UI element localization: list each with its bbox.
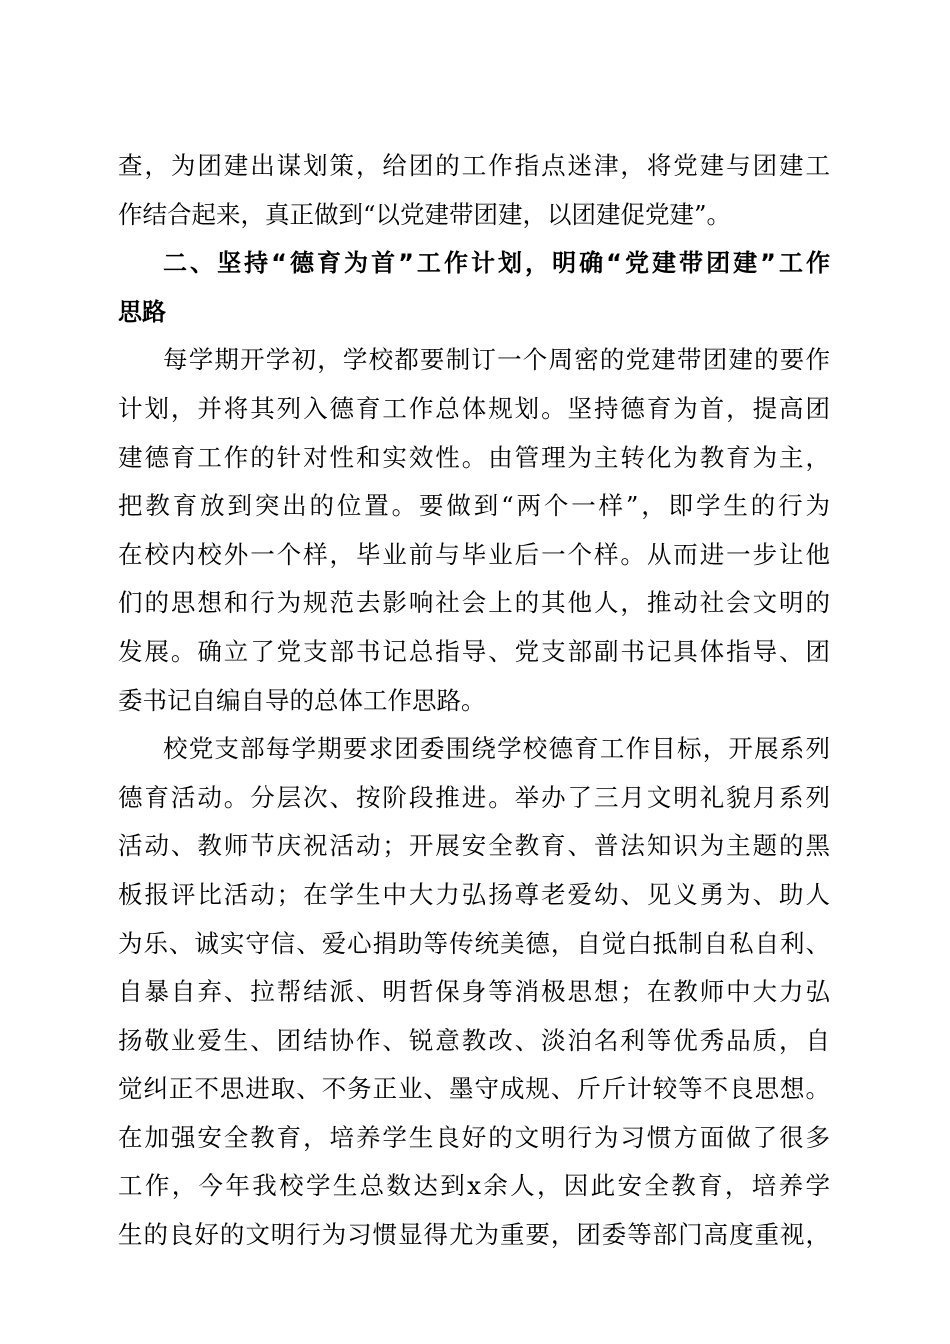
paragraph-line: 扬敬业爱生、团结协作、锐意教改、淡泊名利等优秀品质，自	[118, 1025, 830, 1055]
paragraph-line: 校党支部每学期要求团委围绕学校德育工作目标，开展系列	[163, 734, 830, 764]
document-body	[118, 142, 830, 1260]
paragraph-line: 工作，今年我校学生总数达到x余人，因此安全教育，培养学	[118, 1171, 830, 1201]
paragraph-line: 每学期开学初，学校都要制订一个周密的党建带团建的要作	[163, 345, 830, 375]
paragraph-line: 建德育工作的针对性和实效性。由管理为主转化为教育为主，	[118, 442, 830, 472]
paragraph-line: 计划，并将其列入德育工作总体规划。坚持德育为首，提高团	[118, 393, 830, 423]
paragraph-line: 德育活动。分层次、按阶段推进。举办了三月文明礼貌月系列	[118, 782, 830, 812]
paragraph-line: 自暴自弃、拉帮结派、明哲保身等消极思想；在教师中大力弘	[118, 977, 830, 1007]
paragraph-line: 在校内校外一个样，毕业前与毕业后一个样。从而进一步让他	[118, 539, 830, 569]
paragraph-line: 作结合起来，真正做到“以党建带团建，以团建促党建”。	[118, 199, 732, 229]
paragraph-line: 生的良好的文明行为习惯显得尤为重要，团委等部门高度重视，	[118, 1220, 830, 1250]
paragraph-line: 觉纠正不思进取、不务正业、墨守成规、斤斤计较等不良思想。	[118, 1074, 830, 1104]
paragraph-line: 在加强安全教育，培养学生良好的文明行为习惯方面做了很多	[118, 1122, 830, 1152]
section-heading: 二、坚持“德育为首”工作计划，明确“党建带团建”工作	[163, 249, 830, 278]
paragraph-line: 活动、教师节庆祝活动；开展安全教育、普法知识为主题的黑	[118, 831, 830, 861]
paragraph-line: 委书记自编自导的总体工作思路。	[118, 685, 486, 715]
paragraph-line: 查，为团建出谋划策，给团的工作指点迷津，将党建与团建工	[118, 151, 830, 180]
paragraph-line: 把教育放到突出的位置。要做到“两个一样”，即学生的行为	[118, 491, 830, 521]
paragraph-line: 发展。确立了党支部书记总指导、党支部副书记具体指导、团	[118, 636, 830, 666]
paragraph-line: 板报评比活动；在学生中大力弘扬尊老爱幼、见义勇为、助人	[118, 879, 830, 909]
paragraph-line: 为乐、诚实守信、爱心捐助等传统美德，自觉白抵制自私自利、	[118, 928, 830, 958]
section-heading: 思路	[118, 297, 166, 326]
paragraph-line: 们的思想和行为规范去影响社会上的其他人，推动社会文明的	[118, 588, 830, 618]
